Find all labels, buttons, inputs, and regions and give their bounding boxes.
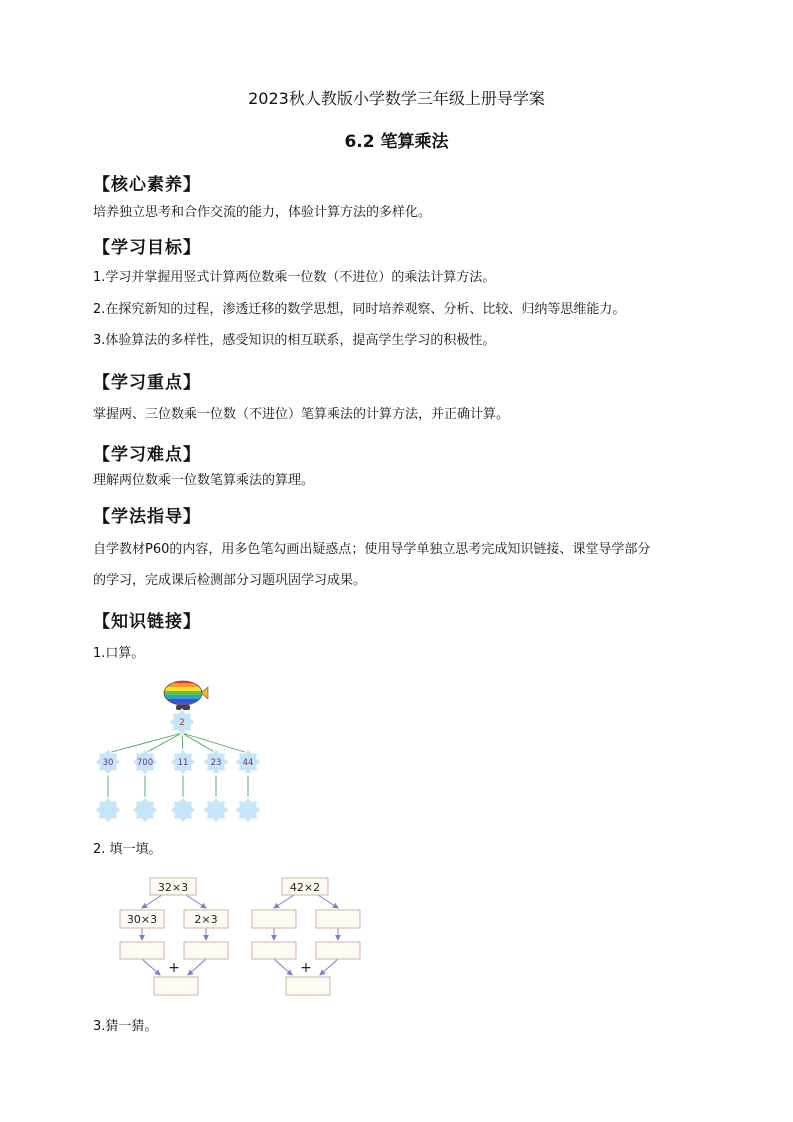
number-badge-value: 30	[102, 758, 114, 768]
number-badge	[235, 749, 261, 775]
question-3-label: 3.猜一猜。	[93, 1019, 158, 1034]
heading-difficulties: 【学习难点】	[93, 445, 201, 465]
number-badge	[132, 749, 158, 775]
document-title: 2023秋人教版小学数学三年级上册导学案	[248, 89, 545, 108]
core-literacy-text: 培养独立思考和合作交流的能力，体验计算方法的多样化。	[93, 205, 432, 220]
diagram-1-blank-result[interactable]	[154, 977, 198, 995]
study-method-line-1: 自学教材P60的内容，用多色笔勾画出疑惑点；使用导学单独立思考完成知识链接、课堂导学部分	[93, 542, 651, 557]
diagram-2-blank-left-top[interactable]	[252, 910, 296, 928]
number-badge	[95, 749, 121, 775]
answer-blank-badge[interactable]	[170, 797, 196, 823]
question-2-label: 2. 填一填。	[93, 842, 162, 857]
diagram-2-blank-right[interactable]	[316, 942, 360, 959]
diagram-2-blank-left[interactable]	[252, 942, 296, 959]
key-points-text: 掌握两、三位数乘一位数（不进位）笔算乘法的计算方法，并正确计算。	[93, 407, 510, 422]
diagram-1-blank-right[interactable]	[184, 942, 228, 959]
diagram-1-top: 32×3	[157, 881, 189, 894]
number-badge-value: 700	[136, 758, 154, 768]
connector-line	[182, 733, 216, 753]
difficulties-text: 理解两位数乘一位数笔算乘法的算理。	[93, 473, 315, 488]
number-badge	[203, 749, 229, 775]
number-badge-value: 11	[177, 758, 189, 768]
diagram-2-top: 42×2	[289, 881, 321, 894]
heading-learning-goals: 【学习目标】	[93, 238, 201, 258]
diagram-2-blank-right-top[interactable]	[316, 910, 360, 928]
diagram-2-blank-result[interactable]	[286, 977, 330, 995]
fill-diagram-2	[252, 878, 360, 995]
diagram-2-plus: +	[300, 960, 312, 976]
answer-blank-badge[interactable]	[132, 797, 158, 823]
fill-in-diagrams	[110, 873, 390, 1003]
answer-blank-badge[interactable]	[203, 797, 229, 823]
fill-diagram-1	[120, 878, 228, 995]
number-badge-value: 44	[242, 758, 254, 768]
airship-icon	[158, 679, 208, 710]
top-badge-value: 2	[179, 718, 185, 728]
diagram-1-right: 2×3	[194, 913, 218, 926]
lesson-title: 6.2 笔算乘法	[344, 132, 449, 152]
oral-arithmetic-diagram	[88, 676, 278, 826]
goal-item-2: 2.在探究新知的过程，渗透迁移的数学思想，同时培养观察、分析、比较、归纳等思维能力。	[93, 302, 626, 317]
diagram-1-left: 30×3	[126, 913, 158, 926]
top-badge	[169, 709, 195, 735]
connector-line	[145, 733, 182, 753]
goal-item-3: 3.体验算法的多样性，感受知识的相互联系，提高学生学习的积极性。	[93, 333, 496, 348]
diagram-1-blank-left[interactable]	[120, 942, 164, 959]
question-1-label: 1.口算。	[93, 646, 145, 661]
heading-study-method: 【学法指导】	[93, 507, 201, 527]
study-method-line-2: 的学习，完成课后检测部分习题巩固学习成果。	[93, 573, 367, 588]
diagram-1-plus: +	[168, 960, 180, 976]
number-badge-value: 23	[210, 758, 222, 768]
answer-blank-badge[interactable]	[95, 797, 121, 823]
goal-item-1: 1.学习并掌握用竖式计算两位数乘一位数（不进位）的乘法计算方法。	[93, 270, 496, 285]
heading-key-points: 【学习重点】	[93, 373, 201, 393]
answer-blank-badge[interactable]	[235, 797, 261, 823]
number-badge	[170, 749, 196, 775]
heading-core-literacy: 【核心素养】	[93, 175, 201, 195]
heading-knowledge-link: 【知识链接】	[93, 612, 201, 632]
